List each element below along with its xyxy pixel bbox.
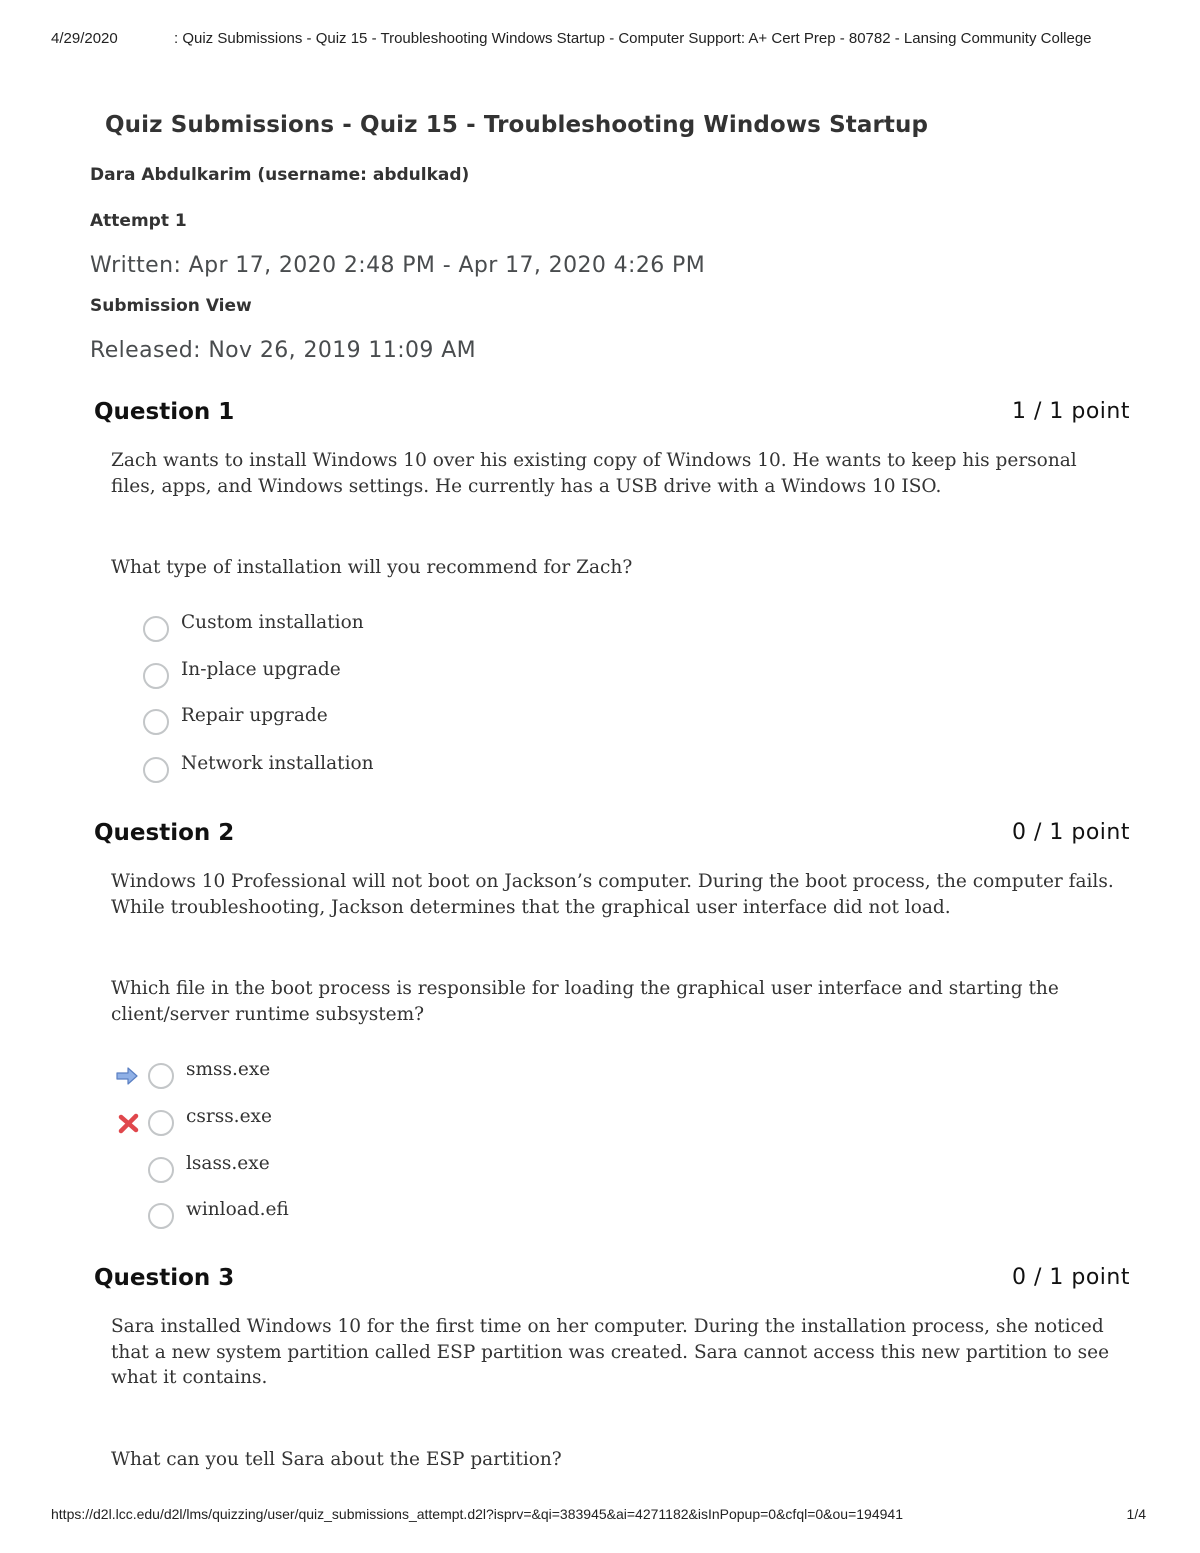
question-2 [94, 820, 1130, 1240]
option-label: In-place upgrade [181, 659, 341, 680]
radio-button[interactable] [143, 709, 169, 735]
question-header [94, 399, 1130, 433]
question-prompt: What type of installation will you recommend for Zach? [111, 557, 633, 578]
radio-button[interactable] [148, 1110, 174, 1136]
question-text: Windows 10 Professional will not boot on Jackson’s computer. During the boot process, the computer fails. While troubleshooting, Jackson determines that the graphical user interface did not load. [111, 871, 1114, 918]
question-header [94, 820, 1130, 854]
user-name: Dara Abdulkarim (username: abdulkad) [90, 165, 470, 185]
print-page-number: 1/4 [1126, 1506, 1146, 1522]
submission-view-label: Submission View [90, 296, 252, 316]
page-title: Quiz Submissions - Quiz 15 - Troubleshooting Windows Startup [105, 112, 929, 138]
option-label: smss.exe [186, 1059, 271, 1080]
option-label: csrss.exe [186, 1106, 272, 1127]
radio-button[interactable] [143, 757, 169, 783]
correct-answer-arrow-icon [115, 1065, 139, 1087]
radio-button[interactable] [148, 1157, 174, 1183]
option-label: Repair upgrade [181, 705, 328, 726]
question-title: Question 1 [94, 399, 235, 425]
incorrect-x-icon [117, 1112, 141, 1134]
question-header [94, 1265, 1130, 1299]
question-score: 0 / 1 point [1012, 820, 1130, 845]
option-label: lsass.exe [186, 1153, 270, 1174]
attempt-label: Attempt 1 [90, 211, 187, 231]
question-score: 1 / 1 point [1012, 399, 1130, 424]
question-prompt: What can you tell Sara about the ESP partition? [111, 1449, 562, 1470]
question-prompt: Which file in the boot process is responsible for loading the graphical user interface and starting the client/server runtime subsystem? [111, 978, 1059, 1025]
question-text: Zach wants to install Windows 10 over his existing copy of Windows 10. He wants to keep his personal files, apps, and Windows settings. He currently has a USB drive with a Windows 10 ISO. [111, 450, 1077, 497]
question-title: Question 2 [94, 820, 235, 846]
question-title: Question 3 [94, 1265, 235, 1291]
released-timestamp: Released: Nov 26, 2019 11:09 AM [90, 338, 477, 363]
print-url: https://d2l.lcc.edu/d2l/lms/quizzing/user/quiz_submissions_attempt.d2l?isprv=&qi=383945&ai=4271182&isInPopup=0&cfql=0&ou=194941 [51, 1506, 903, 1522]
written-timestamp: Written: Apr 17, 2020 2:48 PM - Apr 17, 2020 4:26 PM [90, 253, 706, 278]
option-label: Network installation [181, 753, 374, 774]
radio-button[interactable] [148, 1203, 174, 1229]
question-3 [94, 1265, 1130, 1485]
question-text: Sara installed Windows 10 for the first time on her computer. During the installation process, she noticed that a new system partition called ESP partition was created. Sara cannot access this new partition to see what it contains. [111, 1316, 1110, 1388]
print-page-title: : Quiz Submissions - Quiz 15 - Troubleshooting Windows Startup - Computer Support: A+ Cert Prep - 80782 - Lansing Community College [174, 30, 1092, 47]
question-score: 0 / 1 point [1012, 1265, 1130, 1290]
option-label: winload.efi [186, 1199, 289, 1220]
print-date: 4/29/2020 [51, 30, 118, 47]
radio-button[interactable] [143, 663, 169, 689]
question-1 [94, 399, 1130, 799]
radio-button[interactable] [148, 1063, 174, 1089]
option-label: Custom installation [181, 612, 364, 633]
radio-button[interactable] [143, 616, 169, 642]
